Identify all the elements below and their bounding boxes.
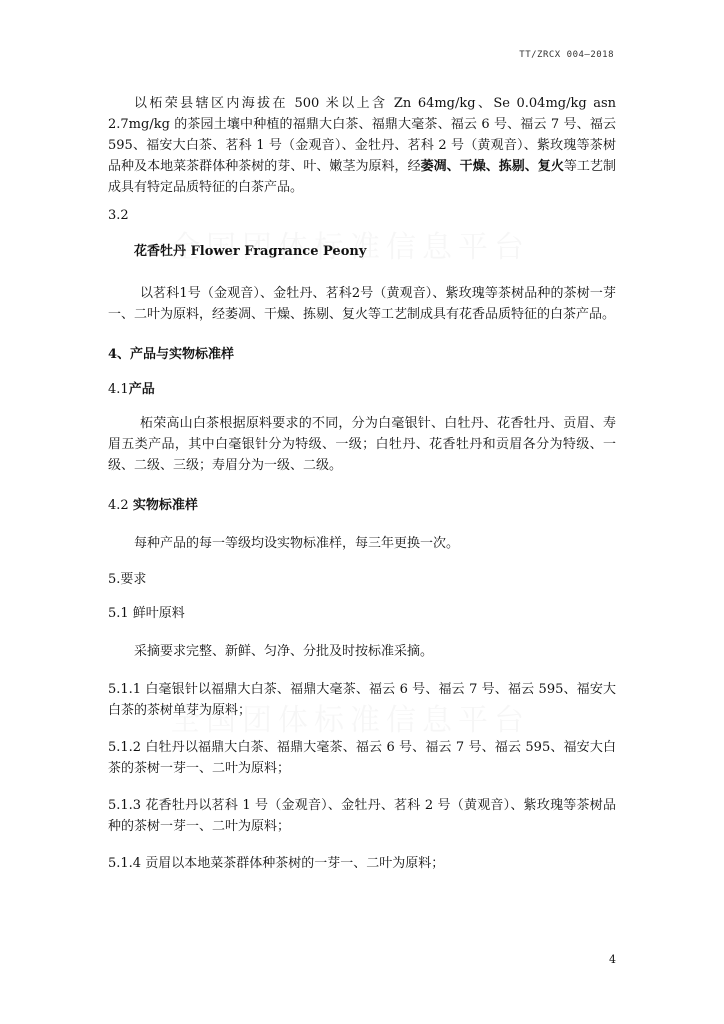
paragraph-text: 以柘荣县辖区内海拔在 500 米以上含 Zn 64mg/kg、Se 0.04mg/kg asn 2.7mg/kg 的茶园土壤中种植的福鼎大白茶、福鼎大毫茶、福云 6 号、福云 7 号、福云 595、福安大白茶、茗科 1 号（金观音）、金牡丹、茗科 2 号（黄观音）、紫玫瑰等茶树品种及本地菜茶群体种茶树的芽、叶、嫩茎为原料，经 bbox=[108, 96, 616, 174]
page-number: 4 bbox=[609, 953, 616, 966]
paragraph-3-1 bbox=[108, 93, 616, 198]
standard-code-header: TT/ZRCX 004—2018 bbox=[519, 50, 614, 60]
paragraph-4-1: 柘荣高山白茶根据原料要求的不同，分为白毫银针、白牡丹、花香牡丹、贡眉、寿眉五类产品，其中白毫银针分为特级、一级；白牡丹、花香牡丹和贡眉各分为特级、一级、二级、三级；寿眉分为一级、二级。 bbox=[108, 416, 616, 473]
paragraph-5-1: 采摘要求完整、新鲜、匀净、分批及时按标准采摘。 bbox=[134, 644, 434, 659]
section-heading-4: 4、产品与实物标准样 bbox=[108, 347, 235, 362]
section-heading-5: 5.要求 bbox=[108, 572, 147, 587]
clause-5-1-2: 5.1.2 白牡丹以福鼎大白茶、福鼎大毫茶、福云 6 号、福云 7 号、福云 595、福安大白茶的茶树一芽一、二叶为原料； bbox=[108, 740, 616, 776]
process-steps-bold: 萎凋、干燥、拣剔、复火 bbox=[420, 159, 564, 174]
section-heading-3-2: 3.2 bbox=[108, 208, 129, 223]
paragraph-3-2: 以茗科1号（金观音）、金牡丹、茗科2号（黄观音）、紫玫瑰等茶树品种的茶树一芽一、二叶为原料，经萎凋、干燥、拣剔、复火等工艺制成具有花香品质特征的白茶产品。 bbox=[108, 286, 616, 322]
clause-5-1-1: 5.1.1 白毫银针以福鼎大白茶、福鼎大毫茶、福云 6 号、福云 7 号、福云 595、福安大白茶的茶树单芽为原料； bbox=[108, 682, 616, 718]
section-heading-4-1: 4.1产品 bbox=[108, 382, 155, 397]
paragraph-text: 等工艺制成具有特定品质特征的白茶产品。 bbox=[108, 159, 616, 195]
section-heading-5-1: 5.1 鲜叶原料 bbox=[108, 606, 185, 621]
clause-5-1-3: 5.1.3 花香牡丹以茗科 1 号（金观音）、金牡丹、茗科 2 号（黄观音）、紫玫瑰等茶树品种的茶树一芽一、二叶为原料； bbox=[108, 798, 616, 834]
clause-5-1-4: 5.1.4 贡眉以本地菜茶群体种茶树的一芽一、二叶为原料； bbox=[108, 856, 445, 871]
term-flower-fragrance-peony: 花香牡丹 Flower Fragrance Peony bbox=[134, 244, 367, 259]
paragraph-4-2: 每种产品的每一等级均设实物标准样，每三年更换一次。 bbox=[134, 536, 460, 551]
section-heading-4-2: 4.2 实物标准样 bbox=[108, 498, 198, 513]
